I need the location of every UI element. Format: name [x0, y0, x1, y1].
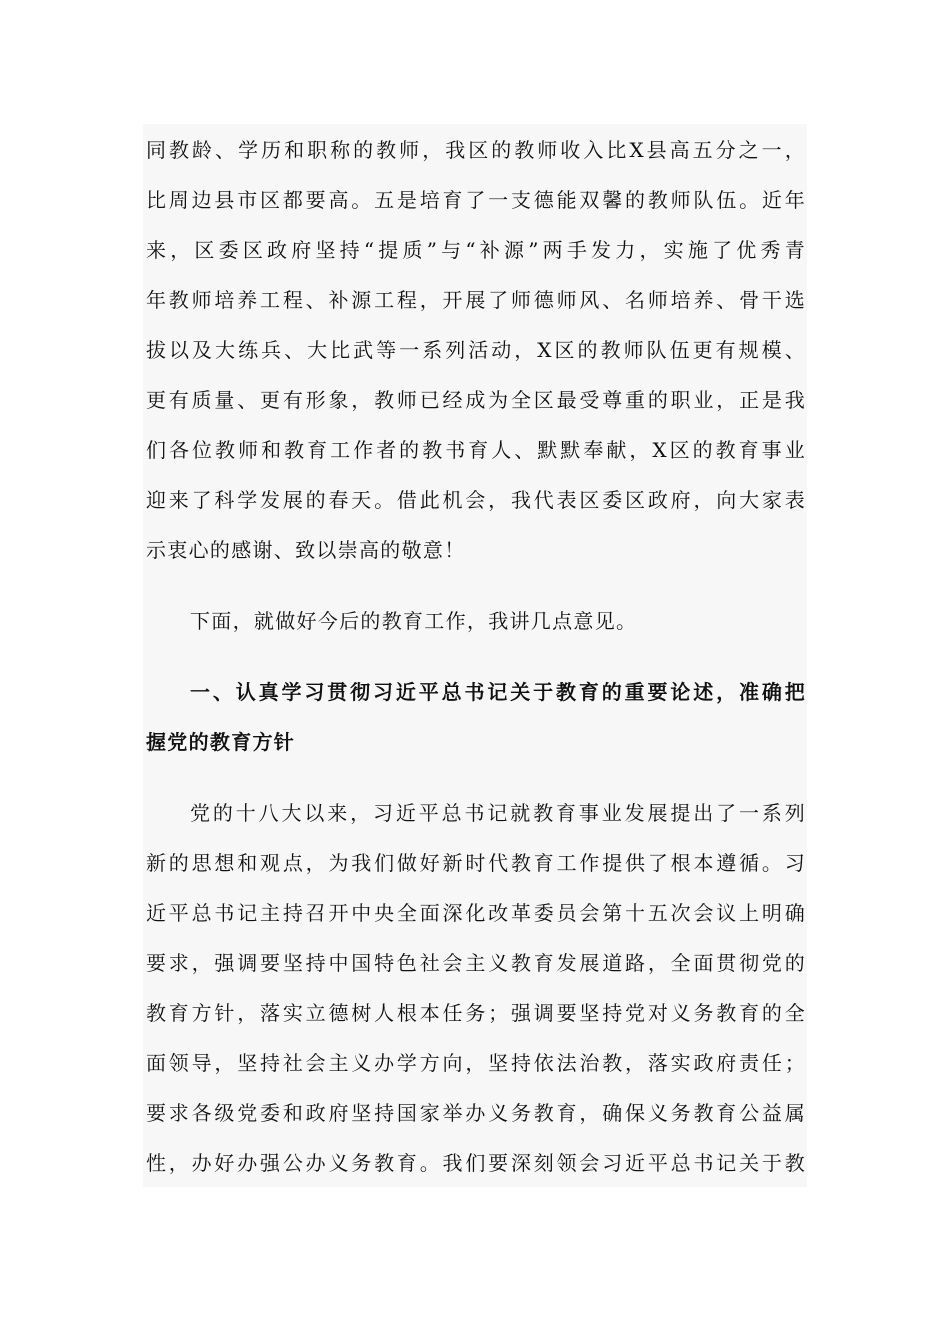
paragraph-line: 拔以及大练兵、大比武等一系列活动，X区的教师队伍更有规模、 — [146, 338, 806, 362]
paragraph-line: 要求，强调要坚持中国特色社会主义教育发展道路，全面贯彻党的 — [146, 951, 806, 975]
paragraph-line: 新的思想和观点，为我们做好新时代教育工作提供了根本遵循。习 — [146, 851, 806, 875]
paragraph-line: 面领导，坚持社会主义办学方向，坚持依法治教，落实政府责任； — [146, 1051, 806, 1075]
section-heading: 握党的教育方针 — [146, 730, 296, 754]
paragraph-line: 党的十八大以来，习近平总书记就教育事业发展提出了一系列 — [190, 801, 806, 825]
paragraph-line: 教育方针，落实立德树人根本任务；强调要坚持党对义务教育的全 — [146, 1001, 806, 1025]
paragraph-line: 要求各级党委和政府坚持国家举办义务教育，确保义务教育公益属 — [146, 1101, 806, 1125]
paragraph-line: 性，办好办强公办义务教育。我们要深刻领会习近平总书记关于教 — [146, 1151, 806, 1175]
paragraph-line: 们各位教师和教育工作者的教书育人、默默奉献，X区的教育事业 — [146, 438, 806, 462]
paragraph-line: 比周边县市区都要高。五是培育了一支德能双馨的教师队伍。近年 — [146, 188, 806, 212]
paragraph-line: 更有质量、更有形象，教师已经成为全区最受尊重的职业，正是我 — [146, 388, 806, 412]
paragraph-line: 示衷心的感谢、致以崇高的敬意！ — [146, 538, 466, 562]
paragraph-line: 迎来了科学发展的春天。借此机会，我代表区委区政府，向大家表 — [146, 488, 806, 512]
paragraph-line: 下面，就做好今后的教育工作，我讲几点意见。 — [190, 609, 638, 633]
paragraph-line: 近平总书记主持召开中央全面深化改革委员会第十五次会议上明确 — [146, 901, 806, 925]
text-block — [143, 124, 807, 1187]
paragraph-line: 同教龄、学历和职称的教师，我区的教师收入比X县高五分之一， — [146, 138, 806, 162]
paragraph-line: 来，区委区政府坚持“提质”与“补源”两手发力，实施了优秀青 — [146, 238, 806, 262]
paragraph-line: 年教师培养工程、补源工程，开展了师德师风、名师培养、骨干选 — [146, 288, 806, 312]
section-heading: 一、认真学习贯彻习近平总书记关于教育的重要论述，准确把 — [190, 680, 806, 704]
